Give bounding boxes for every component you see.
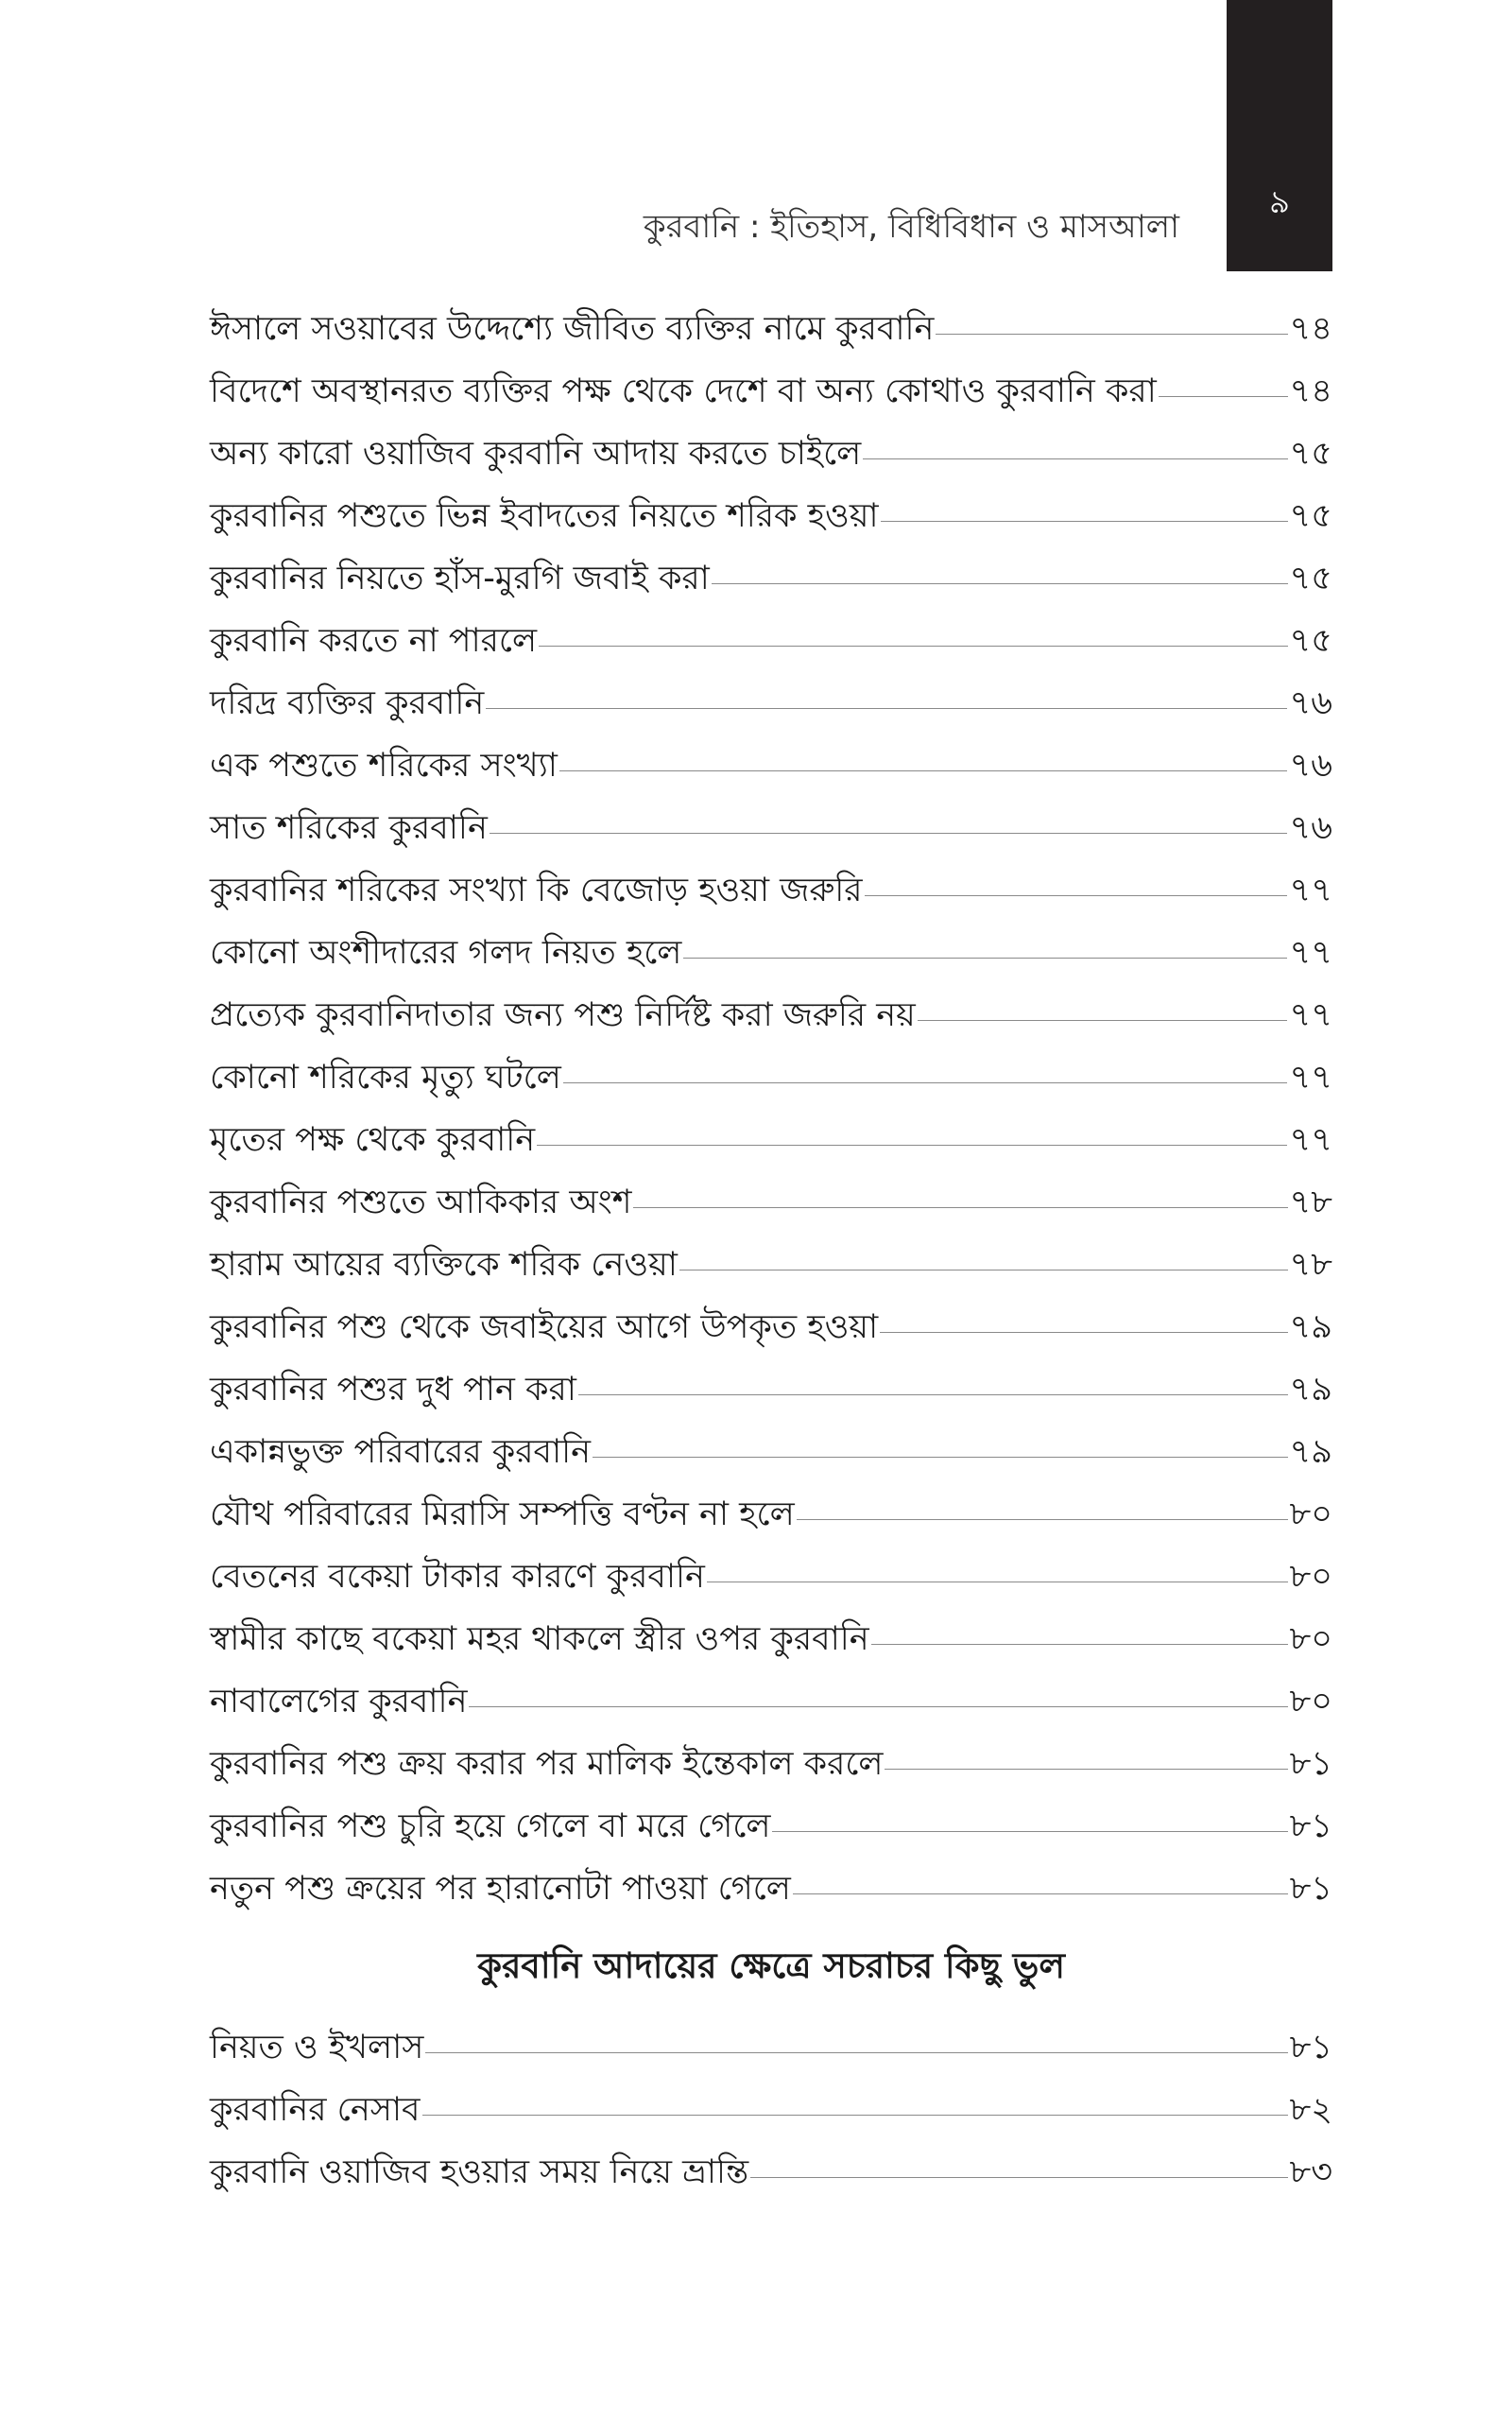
- toc-entry-title: কুরবানি করতে না পারলে: [210, 621, 538, 660]
- toc-leader-line: [425, 2052, 1287, 2053]
- toc-entry: [210, 926, 1332, 981]
- toc-entry-page: ৮২: [1289, 2090, 1332, 2129]
- toc-entry-page: ৮০: [1289, 1619, 1332, 1658]
- toc-entry-page: ৭৬: [1289, 808, 1332, 847]
- toc-entry: [210, 1301, 1332, 1356]
- toc-entry-title: সাত শরিকের কুরবানি: [210, 808, 488, 847]
- toc-entry: [210, 1176, 1332, 1231]
- toc-entry-title: বেতনের বকেয়া টাকার কারণে কুরবানি: [210, 1557, 705, 1596]
- toc-entry-title: এক পশুতে শরিকের সংখ্যা: [210, 746, 558, 785]
- toc-leader-line: [712, 583, 1288, 584]
- toc-entry: [210, 1426, 1332, 1480]
- toc-entry-title: কুরবানির পশু ক্রয় করার পর মালিক ইন্তেকাল করলে: [210, 1744, 884, 1783]
- toc-entry: [210, 1114, 1332, 1168]
- toc-entry-page: ৭৭: [1289, 995, 1332, 1034]
- toc-leader-line: [1159, 396, 1288, 397]
- toc-entry: [210, 552, 1332, 607]
- toc-entry-title: কুরবানির পশুতে ভিন্ন ইবাদতের নিয়তে শরিক হওয়া: [210, 496, 879, 535]
- toc-leader-line: [539, 646, 1287, 647]
- toc-entry-page: ৭৪: [1289, 309, 1332, 348]
- toc-entry-page: ৮১: [1289, 1869, 1332, 1908]
- running-header: কুরবানি : ইতিহাস, বিধিবিধান ও মাসআলা: [643, 207, 1179, 246]
- toc-entry-page: ৭৬: [1289, 683, 1332, 722]
- toc-entry-page: ৮০: [1289, 1495, 1332, 1533]
- toc-entry-page: ৭৭: [1289, 933, 1332, 972]
- toc-leader-line: [750, 2177, 1287, 2178]
- toc-entry-page: ৭৫: [1289, 434, 1332, 473]
- toc-entry-title: কুরবানির পশু থেকে জবাইয়ের আগে উপকৃত হওয়া: [210, 1307, 879, 1346]
- page-number-tab: [1227, 0, 1332, 271]
- toc-leader-line: [871, 1644, 1288, 1645]
- toc-leader-line: [880, 1332, 1287, 1333]
- toc-entry: [210, 490, 1332, 544]
- toc-entry: [210, 2083, 1332, 2138]
- toc-entry: [210, 1800, 1332, 1855]
- toc-entry-page: ৭৯: [1289, 1370, 1332, 1409]
- toc-entry: [210, 2146, 1332, 2201]
- toc-entry: [210, 302, 1332, 357]
- toc-entry: [210, 427, 1332, 482]
- toc-entry-page: ৮০: [1289, 1557, 1332, 1596]
- toc-entry-title: কুরবানির নেসাব: [210, 2090, 421, 2129]
- toc-entry-title: কোনো শরিকের মৃত্যু ঘটলে: [210, 1058, 561, 1097]
- toc-leader-line: [578, 1394, 1288, 1395]
- toc-entry-title: স্বামীর কাছে বকেয়া মহর থাকলে স্ত্রীর ওপর কুরবানি: [210, 1619, 869, 1658]
- toc-entry-page: ৭৭: [1289, 1120, 1332, 1159]
- toc-entry-page: ৭৫: [1289, 559, 1332, 597]
- toc-entry-title: কুরবানি ওয়াজিব হওয়ার সময় নিয়ে ভ্রান্তি: [210, 2152, 749, 2191]
- section-heading: কুরবানি আদায়ের ক্ষেত্রে সচরাচর কিছু ভুল: [477, 1945, 1065, 1986]
- toc-entry: [210, 677, 1332, 732]
- toc-leader-line: [469, 1706, 1287, 1707]
- toc-leader-line: [593, 1457, 1287, 1458]
- toc-entry-title: অন্য কারো ওয়াজিব কুরবানি আদায় করতে চাইলে: [210, 434, 862, 473]
- toc-entry-title: কুরবানির শরিকের সংখ্যা কি বেজোড় হওয়া জরুরি: [210, 871, 863, 909]
- toc-entry-title: কুরবানির পশু চুরি হয়ে গেলে বা মরে গেলে: [210, 1806, 771, 1845]
- toc-leader-line: [885, 1769, 1287, 1770]
- toc-entry: [210, 1363, 1332, 1418]
- toc-leader-line: [633, 1207, 1287, 1208]
- toc-entry: [210, 365, 1332, 420]
- toc-entry-page: ৭৫: [1289, 621, 1332, 660]
- toc-entry-page: ৭৮: [1289, 1183, 1332, 1221]
- toc-entry-page: ৮১: [1289, 2028, 1332, 2066]
- toc-entry-page: ৭৭: [1289, 871, 1332, 909]
- toc-entry-page: ৮১: [1289, 1744, 1332, 1783]
- toc-entry-title: বিদেশে অবস্থানরত ব্যক্তির পক্ষ থেকে দেশে বা অন্য কোথাও কুরবানি করা: [210, 372, 1157, 410]
- toc-entry-page: ৭৯: [1289, 1307, 1332, 1346]
- toc-leader-line: [537, 1145, 1287, 1146]
- toc-entry: [210, 1675, 1332, 1730]
- toc-entry-page: ৭৬: [1289, 746, 1332, 785]
- toc-entry-title: দরিদ্র ব্যক্তির কুরবানি: [210, 683, 485, 722]
- toc-leader-line: [793, 1893, 1288, 1894]
- toc-entry: [210, 1238, 1332, 1293]
- toc-entry: [210, 864, 1332, 919]
- toc-entry-page: ৮১: [1289, 1806, 1332, 1845]
- toc-leader-line: [563, 1082, 1288, 1083]
- toc-leader-line: [863, 458, 1287, 459]
- toc-entry: [210, 2021, 1332, 2076]
- toc-entry: [210, 989, 1332, 1044]
- toc-entry-title: একান্নভুক্ত পরিবারের কুরবানি: [210, 1432, 592, 1471]
- toc-entry-page: ৭৭: [1289, 1058, 1332, 1097]
- toc-leader-line: [683, 958, 1287, 959]
- toc-entry-page: ৭৫: [1289, 496, 1332, 535]
- toc-leader-line: [490, 833, 1288, 834]
- toc-entry: [210, 802, 1332, 856]
- toc-entry-title: প্রত্যেক কুরবানিদাতার জন্য পশু নির্দিষ্ট করা জরুরি নয়: [210, 995, 916, 1034]
- toc-entry-title: মৃতের পক্ষ থেকে কুরবানি: [210, 1120, 536, 1159]
- toc-leader-line: [881, 521, 1288, 522]
- toc-entry-title: ঈসালে সওয়াবের উদ্দেশ্যে জীবিত ব্যক্তির নামে কুরবানি: [210, 309, 935, 348]
- toc-entry-page: ৭৯: [1289, 1432, 1332, 1471]
- toc-entry: [210, 739, 1332, 794]
- toc-entry: [210, 1737, 1332, 1792]
- toc-leader-line: [797, 1519, 1288, 1520]
- toc-entry-title: কোনো অংশীদারের গলদ নিয়ত হলে: [210, 933, 682, 972]
- toc-leader-line: [918, 1020, 1288, 1021]
- toc-entry-title: কুরবানির নিয়তে হাঁস-মুরগি জবাই করা: [210, 559, 710, 597]
- toc-entry: [210, 1051, 1332, 1106]
- toc-leader-line: [772, 1831, 1287, 1832]
- toc-entry-title: নাবালেগের কুরবানি: [210, 1682, 468, 1720]
- toc-entry-page: ৭৮: [1289, 1245, 1332, 1284]
- toc-entry-title: হারাম আয়ের ব্যক্তিকে শরিক নেওয়া: [210, 1245, 678, 1284]
- toc-entry-title: কুরবানির পশুর দুধ পান করা: [210, 1370, 576, 1409]
- toc-leader-line: [865, 895, 1288, 896]
- toc-entry-title: নতুন পশু ক্রয়ের পর হারানোটা পাওয়া গেলে: [210, 1869, 791, 1908]
- toc-entry-page: ৮৩: [1289, 2152, 1332, 2191]
- toc-entry: [210, 1550, 1332, 1605]
- toc-entry-page: ৮০: [1289, 1682, 1332, 1720]
- toc-entry-page: ৭৪: [1289, 372, 1332, 410]
- toc-leader-line: [486, 708, 1287, 709]
- toc-leader-line: [936, 334, 1287, 335]
- toc-leader-line: [559, 770, 1288, 771]
- toc-leader-line: [422, 2115, 1288, 2116]
- toc-entry: [210, 614, 1332, 669]
- toc-entry: [210, 1862, 1332, 1917]
- toc-entry: [210, 1488, 1332, 1543]
- toc-entry-title: নিয়ত ও ইখলাস: [210, 2028, 424, 2066]
- toc-entry-title: কুরবানির পশুতে আকিকার অংশ: [210, 1183, 632, 1221]
- toc-entry: [210, 1613, 1332, 1668]
- toc-entry-title: যৌথ পরিবারের মিরাসি সম্পত্তি বণ্টন না হলে: [210, 1495, 795, 1533]
- page-number: ৯: [1268, 183, 1291, 221]
